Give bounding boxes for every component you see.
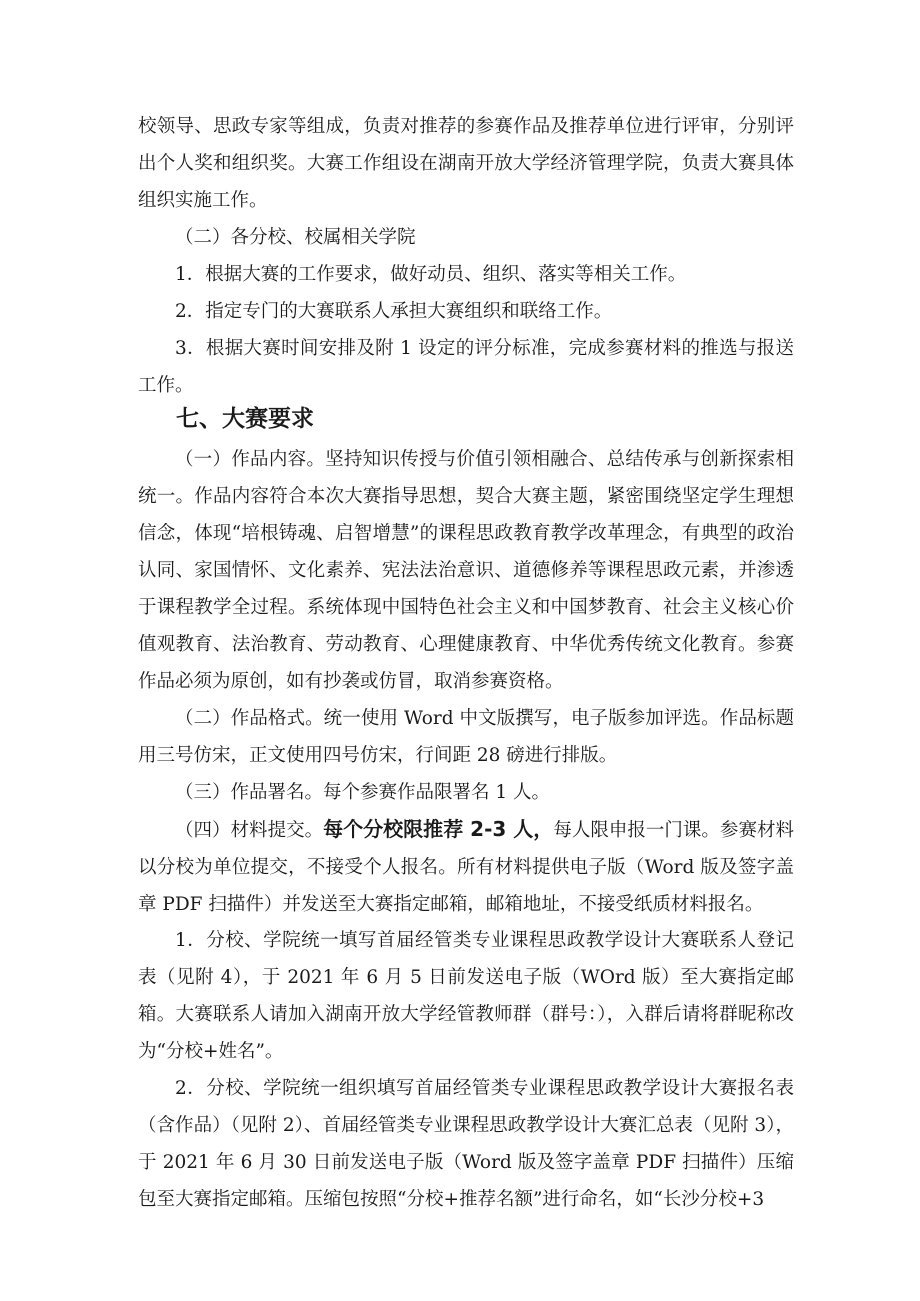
paragraph-content-requirement: （一）作品内容。坚持知识传授与价值引领相融合、总结传承与创新探索相统一。作品内容符合本次大赛指导思想，契合大赛主题，紧密围绕坚定学生理想信念，体现“培根铸魂、启智增慧”的课程思政教育教学改革理念，有典型的政治认同、家国情怀、文化素养、宪法法治意识、道德修养等课程思政元素，并渗透于课程教学全过程。系统体现中国特色社会主义和中国梦教育、社会主义核心价值观教育、法治教育、劳动教育、心理健康教育、中华优秀传统文化教育。参赛作品必须为原创，如有抄袭或仿冒，取消参赛资格。 [138, 449, 794, 692]
section-heading-branches: （二）各分校、校属相关学院 [175, 227, 416, 248]
sub-item-2: 2．分校、学院统一组织填写首届经管类专业课程思政教学设计大赛报名表（含作品）（见附 2）、首届经管类专业课程思政教学设计大赛汇总表（见附 3），于 2021 年 6 月 30 日前发送电子版（Word 版及签字盖章 PDF 扫描件）压缩包至大赛指定邮箱。压缩包按照“分校+推荐名额”进行命名，如“长沙分校+3 [138, 1078, 794, 1210]
sub-item-1: 1．分校、学院统一填写首届经管类专业课程思政教学设计大赛联系人登记表（见附 4），于 2021 年 6 月 5 日前发送电子版（WOrd 版）至大赛指定邮箱。大赛联系人请加入湖南开放大学经管教师群（群号：），入群后请将群昵称改为“分校+姓名”。 [138, 930, 794, 1062]
section-heading-requirements: 七、大赛要求 [176, 406, 314, 432]
paragraph-signature-requirement: （三）作品署名。每个参赛作品限署名 1 人。 [175, 782, 551, 803]
submission-lead: （四）材料提交。 [175, 820, 324, 841]
list-item-1: 1．根据大赛的工作要求，做好动员、组织、落实等相关工作。 [175, 264, 687, 285]
paragraph-submission-requirement [138, 811, 794, 923]
submission-emphasis: 每个分校限推荐 2-3 人， [323, 817, 554, 841]
list-item-3: 3．根据大赛时间安排及附 1 设定的评分标准，完成参赛材料的推选与报送工作。 [138, 338, 794, 396]
paragraph-format-requirement: （二）作品格式。统一使用 Word 中文版撰写，电子版参加评选。作品标题用三号仿宋，正文使用四号仿宋，行间距 28 磅进行排版。 [138, 708, 794, 766]
list-item-2: 2．指定专门的大赛联系人承担大赛组织和联络工作。 [175, 301, 613, 322]
paragraph-intro: 校领导、思政专家等组成，负责对推荐的参赛作品及推荐单位进行评审，分别评出个人奖和组织奖。大赛工作组设在湖南开放大学经济管理学院，负责大赛具体组织实施工作。 [138, 116, 794, 211]
submission-rest: 每人限申报一门课。参赛材料以分校为单位提交，不接受个人报名。所有材料提供电子版（Word 版及签字盖章 PDF 扫描件）并发送至大赛指定邮箱，邮箱地址，不接受纸质材料报名。 [138, 820, 794, 915]
